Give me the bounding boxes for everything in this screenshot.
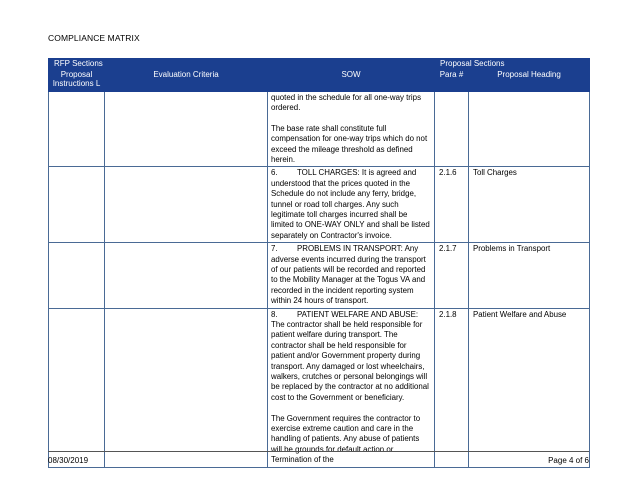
cell-sow	[268, 167, 435, 243]
cell-proposal-instructions	[49, 167, 105, 243]
sow-paragraph: TOLL CHARGES: It is agreed and understood that the prices quoted in the Schedule do not include any ferry, bridge, tunnel or road toll charges. Any such legitimate toll charges incurred shall be limited to ONE-WAY ONLY and shall be listed separately on Contractor's invoice.	[271, 168, 430, 240]
table-row	[49, 243, 590, 308]
cell-para-number: 2.1.8	[435, 308, 469, 467]
document-title: COMPLIANCE MATRIX	[48, 33, 140, 43]
col-proposal-instructions: Proposal Instructions L	[49, 69, 105, 91]
cell-para-number	[435, 91, 469, 167]
cell-proposal-instructions	[49, 91, 105, 167]
col-evaluation-criteria: Evaluation Criteria	[105, 69, 268, 91]
sow-paragraph: The Government requires the contractor to exercise extreme caution and care in the handling of patients. Any abuse of patients will be grounds for default action or Termination of the	[271, 413, 421, 465]
table-row	[49, 91, 590, 167]
table-header-group-row	[49, 59, 590, 70]
cell-proposal-heading: Patient Welfare and Abuse	[469, 308, 590, 467]
cell-proposal-heading: Toll Charges	[469, 167, 590, 243]
cell-para-number: 2.1.6	[435, 167, 469, 243]
table-header-column-row	[49, 69, 590, 91]
footer-date: 08/30/2019	[48, 456, 89, 465]
col-proposal-heading: Proposal Heading	[469, 69, 590, 91]
sow-item-number: 8.	[271, 309, 278, 319]
table-row	[49, 167, 590, 243]
proposal-sections-header: Proposal Sections	[435, 59, 590, 70]
sow-paragraph: The base rate shall constitute full compensation for one-way trips which do not exceed the mileage threshold as defined herein.	[271, 123, 428, 164]
sow-item-number: 6.	[271, 168, 278, 178]
cell-sow	[268, 308, 435, 467]
cell-proposal-instructions	[49, 243, 105, 308]
cell-sow	[268, 91, 435, 167]
footer-divider	[48, 451, 589, 452]
cell-evaluation-criteria	[105, 243, 268, 308]
cell-evaluation-criteria	[105, 91, 268, 167]
rfp-sections-header: RFP Sections	[49, 59, 435, 70]
cell-sow	[268, 243, 435, 308]
table-row	[49, 308, 590, 467]
col-sow: SOW	[268, 69, 435, 91]
cell-evaluation-criteria	[105, 167, 268, 243]
sow-paragraph: quoted in the schedule for all one-way trips ordered.	[271, 92, 422, 112]
cell-evaluation-criteria	[105, 308, 268, 467]
footer-page-number: Page 4 of 6	[548, 456, 589, 465]
cell-proposal-heading: Problems in Transport	[469, 243, 590, 308]
sow-item-number: 7.	[271, 244, 278, 254]
cell-para-number: 2.1.7	[435, 243, 469, 308]
cell-proposal-heading	[469, 91, 590, 167]
col-para-number: Para #	[435, 69, 469, 91]
sow-paragraph: PROBLEMS IN TRANSPORT: Any adverse events incurred during the transport of our patients will be recorded and reported to the Mobility Manager at the Togus VA and recorded in the incident reporting system within 24 hours of transport.	[271, 244, 426, 306]
compliance-matrix-table	[48, 58, 590, 468]
cell-proposal-instructions	[49, 308, 105, 467]
sow-paragraph: PATIENT WELFARE AND ABUSE: The contractor shall be held responsible for patient welfare during transport. The contractor shall be held responsible for patient and/or Government property during transport. Any damaged or lost wheelchairs, walkers, crutches or personal belongings will be replaced by the contractor at no additional cost to the Government or beneficiary.	[271, 309, 429, 402]
